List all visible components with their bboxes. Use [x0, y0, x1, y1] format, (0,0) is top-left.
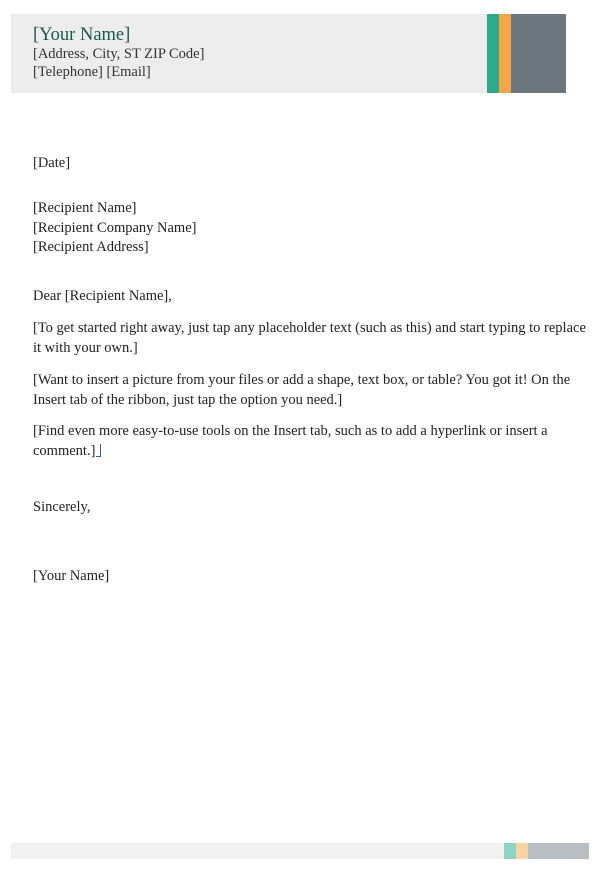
footer-band: [11, 843, 589, 859]
paragraph-3-container: [33, 422, 593, 461]
closing-text[interactable]: Sincerely,: [33, 499, 91, 515]
slate-accent-block: [511, 14, 566, 93]
date-text[interactable]: [Date]: [33, 155, 71, 171]
greeting-text[interactable]: Dear [Recipient Name],: [33, 288, 172, 304]
teal-accent-stripe: [487, 14, 499, 93]
recipient-address[interactable]: [Recipient Address]: [33, 239, 149, 255]
letterhead-band: [11, 14, 566, 93]
body-paragraph-1: [33, 319, 593, 358]
footer-slate-block: [528, 843, 589, 859]
recipient-block: [33, 199, 593, 258]
orange-accent-stripe: [499, 14, 511, 93]
body-paragraph-3: [33, 422, 593, 461]
paragraph-1-text[interactable]: [To get started right away, just tap any placeholder text (such as this) and start typing to replace it with your own.]: [33, 320, 586, 356]
body-paragraph-2: [33, 371, 593, 410]
sender-address[interactable]: [Address, City, ST ZIP Code]: [33, 46, 205, 62]
paragraph-3-text[interactable]: [Find even more easy-to-use tools on the Insert tab, such as to add a hyperlink or insert a comment.]: [33, 423, 548, 459]
salutation: [33, 287, 593, 307]
sender-name[interactable]: [Your Name]: [33, 25, 131, 45]
sender-block: [33, 25, 204, 81]
signature-block: [33, 567, 593, 587]
footer-teal-stripe: [504, 843, 516, 859]
letter-date[interactable]: [33, 154, 593, 174]
paragraph-2-text[interactable]: [Want to insert a picture from your files or add a shape, text box, or table? You got it! On the Insert tab of the ribbon, just tap the option you need.]: [33, 372, 571, 408]
sender-contact[interactable]: [Telephone] [Email]: [33, 64, 151, 80]
recipient-name[interactable]: [Recipient Name]: [33, 200, 137, 216]
footer-orange-stripe: [516, 843, 528, 859]
signature-name[interactable]: [Your Name]: [33, 568, 110, 584]
closing-block: [33, 498, 593, 518]
text-cursor-icon: [96, 444, 101, 457]
recipient-company[interactable]: [Recipient Company Name]: [33, 219, 197, 236]
